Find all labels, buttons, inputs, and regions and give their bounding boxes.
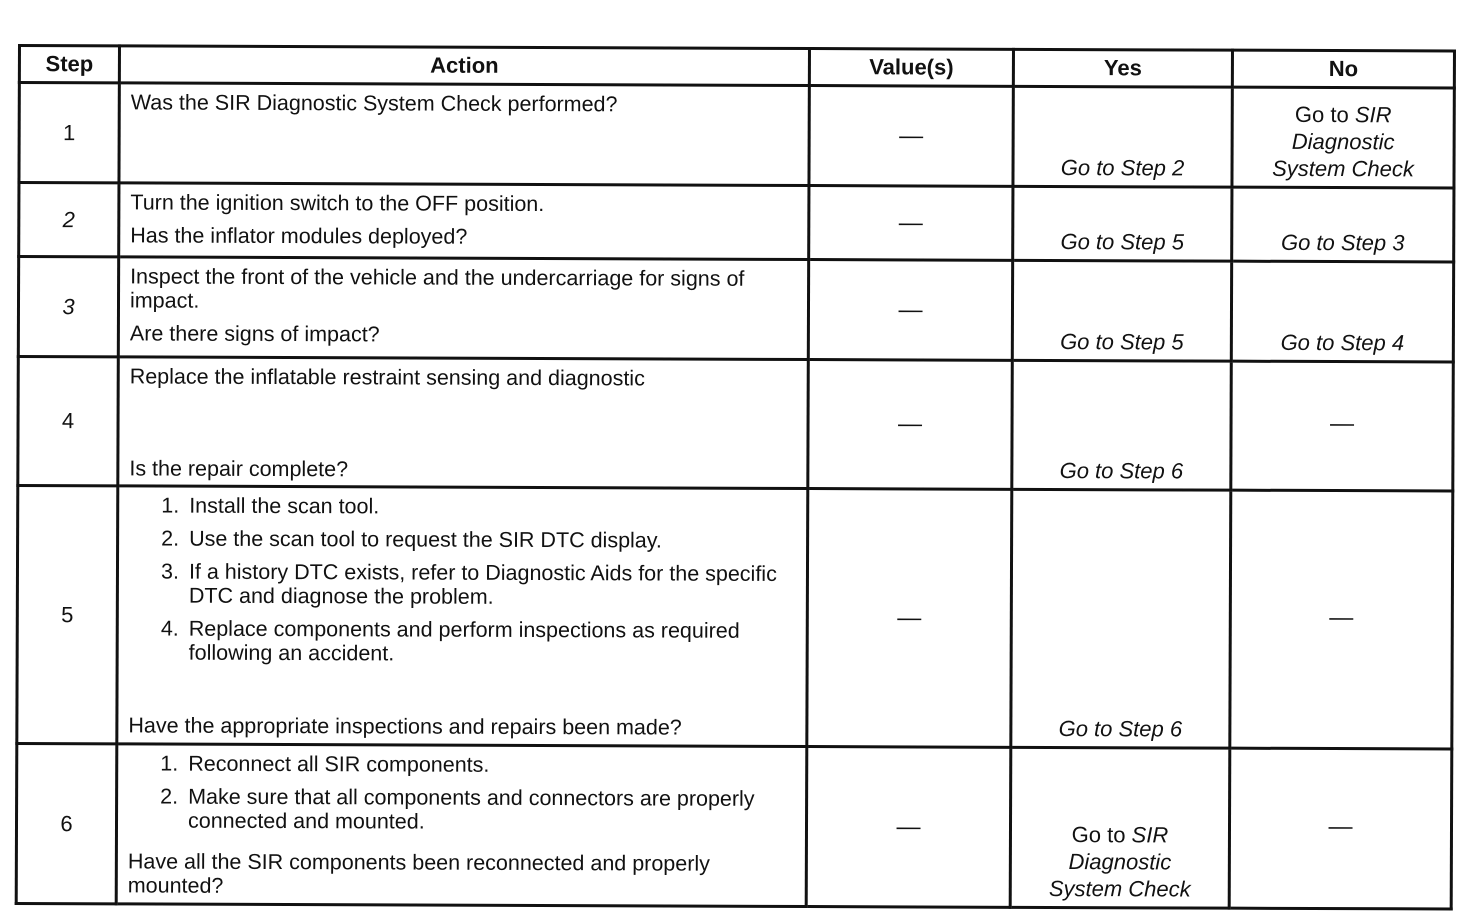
table-row [19,183,1454,263]
action-text: Inspect the front of the vehicle and the undercarriage for signs of impact. [129,264,745,313]
yes-link-l3: System Check [1048,875,1191,902]
header-row [19,46,1454,89]
value-cell: — [808,260,1012,361]
header-step: Step [19,46,119,83]
no-link-l3: System Check [1272,155,1414,182]
step-number: 6 [16,744,117,904]
no-link-l2: Diagnostic [1291,128,1395,155]
yes-link[interactable] [1010,747,1230,908]
table-row [18,357,1453,492]
list-item: 1. Install the scan tool. [185,494,796,520]
action-question: Has the inflator modules deployed? [130,223,468,249]
action-text: Replace the inflatable restraint sensing and diagnostic [129,364,645,391]
action-cell [119,83,809,186]
action-cell [117,486,808,747]
yes-link-l2: Diagnostic [1068,849,1172,875]
step-number: 4 [18,357,118,486]
table-row [16,744,1452,910]
action-cell [119,183,809,260]
action-steps-list [128,751,795,835]
no-value: — [1231,361,1453,491]
action-question: Are there signs of impact? [129,321,380,347]
step-number: 3 [18,257,118,357]
yes-link-prefix: Go to [1071,822,1132,848]
list-item: 2. Make sure that all components and connectors are properly connected and mounted. [184,785,795,835]
no-value: — [1230,490,1453,749]
no-value: — [1229,748,1452,909]
action-question: Have all the SIR components been reconnected and properly mounted? [127,849,710,898]
list-item: 2. Use the scan tool to request the SIR DTC display. [185,527,796,553]
step-number: 2 [19,183,119,257]
list-item: 3. If a history DTC exists, refer to Diagnostic Aids for the specific DTC and diagnose the problem. [185,560,796,610]
table-row [17,486,1453,750]
step-number: 5 [17,486,118,744]
value-cell: — [809,86,1013,187]
value-cell: — [809,186,1013,261]
yes-link[interactable]: Go to Step 6 [1011,489,1231,748]
value-cell: — [806,747,1011,908]
step-number: 1 [19,83,119,183]
yes-link[interactable]: Go to Step 6 [1012,360,1231,490]
list-item: 4. Replace components and perform inspections as required following an accident. [185,617,796,667]
action-steps-list [129,493,797,667]
yes-link[interactable]: Go to Step 5 [1013,186,1232,261]
yes-link-l1: SIR [1131,822,1169,848]
value-cell: — [808,360,1012,490]
no-link-l1: SIR [1354,102,1392,128]
diagnostic-table-sheet [15,44,1453,902]
action-text: Was the SIR Diagnostic System Check performed? [130,90,618,117]
diagnostic-table [15,44,1456,911]
no-link[interactable]: Go to Step 4 [1231,261,1453,362]
header-yes: Yes [1013,49,1232,87]
action-question: Have the appropriate inspections and repairs been made? [128,713,682,740]
yes-link[interactable]: Go to Step 5 [1012,260,1231,361]
yes-link[interactable]: Go to Step 2 [1013,86,1232,187]
no-link[interactable] [1232,87,1454,188]
action-cell [118,257,808,360]
action-cell [116,744,807,907]
no-link-prefix: Go to [1294,101,1355,128]
header-values: Value(s) [809,49,1013,87]
action-question: Is the repair complete? [129,456,349,482]
table-row [18,257,1453,363]
action-text: Turn the ignition switch to the OFF position. [130,190,545,217]
table-row [19,83,1454,189]
action-cell [118,357,808,489]
no-link[interactable]: Go to Step 3 [1232,187,1454,262]
list-item: 1. Reconnect all SIR components. [184,752,795,778]
header-action: Action [119,46,809,86]
value-cell: — [807,489,1012,748]
header-no: No [1232,50,1454,88]
